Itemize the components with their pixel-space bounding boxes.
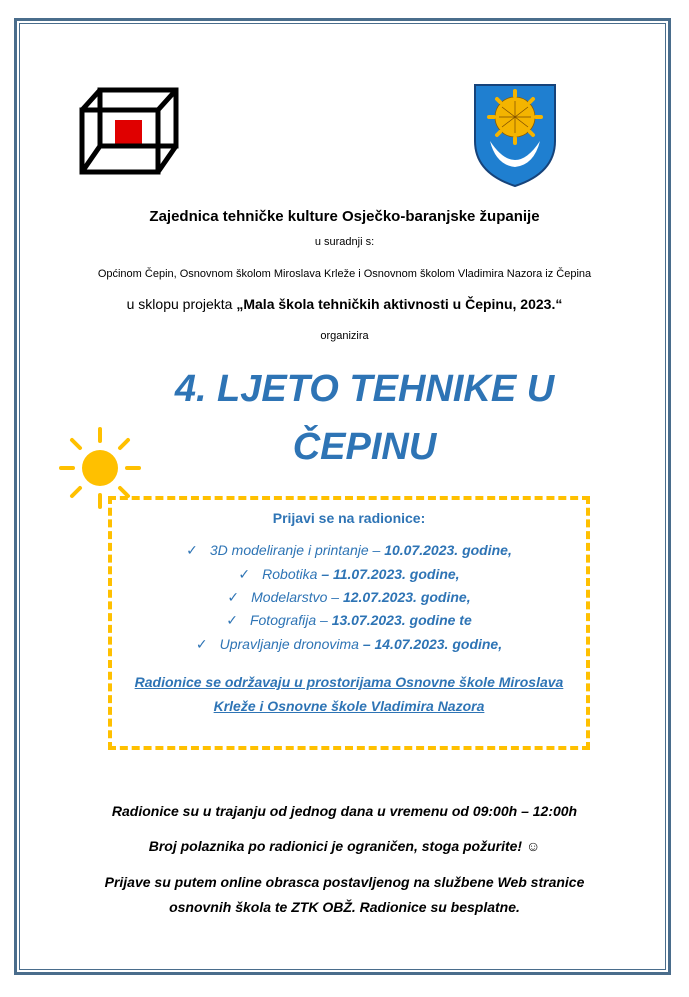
partners-text: Općinom Čepin, Osnovnom školom Miroslava Krleže i Osnovnom školom Vladimira Nazora iz Čepina (97, 268, 592, 280)
checkmark-icon: ✓ (238, 566, 251, 582)
workshop-date: – 14.07.2023. godine, (362, 636, 503, 652)
workshop-name: Upravljanje dronovima (219, 636, 359, 652)
workshop-date: 10.07.2023. godine, (384, 542, 512, 558)
workshop-item (108, 542, 590, 559)
limited-seats-text: Broj polaznika po radionici je ograničen, stoga požurite! ☺ (148, 838, 541, 854)
checkmark-icon: ✓ (186, 542, 198, 558)
event-title-line-1: 4. LJETO TEHNIKE U (174, 368, 555, 410)
workshop-date: 12.07.2023. godine, (342, 589, 471, 605)
signup-line-1: Prijave su putem online obrasca postavljenog na službene Web stranice (104, 874, 585, 890)
cube-logo-icon (78, 86, 180, 178)
checkmark-icon: ✓ (227, 589, 240, 605)
checkmark-icon: ✓ (226, 612, 238, 628)
duration-text: Radionice su u trajanju od jednog dana u vremenu od 09:00h – 12:00h (111, 803, 578, 819)
organization-name: Zajednica tehničke kulture Osječko-baranjske županije (149, 208, 540, 225)
collaboration-label: u suradnji s: (314, 236, 375, 248)
project-name: „Mala škola tehničkih aktivnosti u Čepinu, 2023.“ (236, 296, 563, 312)
workshop-date: – 11.07.2023. godine, (321, 566, 460, 582)
workshop-name: Fotografija – (249, 612, 328, 628)
workshop-name: Modelarstvo – (251, 589, 340, 605)
signup-line-2: osnovnih škola te ZTK OBŽ. Radionice su besplatne. (169, 899, 520, 915)
workshop-item (108, 566, 590, 583)
workshop-item (108, 612, 590, 629)
venue-line-2: Krleže i Osnovne škole Vladimira Nazora (213, 698, 485, 714)
workshop-date: 13.07.2023. godine te (331, 612, 472, 628)
venue-text (108, 670, 590, 718)
organizes-label: organizira (320, 330, 369, 342)
project-line (0, 296, 689, 312)
project-prefix: u sklopu projekta (126, 296, 233, 312)
workshops-heading: Prijavi se na radionice: (272, 510, 426, 526)
checkmark-icon: ✓ (195, 636, 208, 652)
signup-text (0, 870, 689, 920)
event-title-line-2: ČEPINU (292, 426, 437, 468)
workshop-name: 3D modeliranje i printanje – (209, 542, 381, 558)
venue-line-1: Radionice se održavaju u prostorijama Osnovne škole Miroslava (134, 674, 564, 690)
coat-of-arms-icon (472, 83, 558, 188)
workshop-name: Robotika (262, 566, 318, 582)
workshop-item (108, 636, 590, 653)
workshop-item (108, 589, 590, 606)
